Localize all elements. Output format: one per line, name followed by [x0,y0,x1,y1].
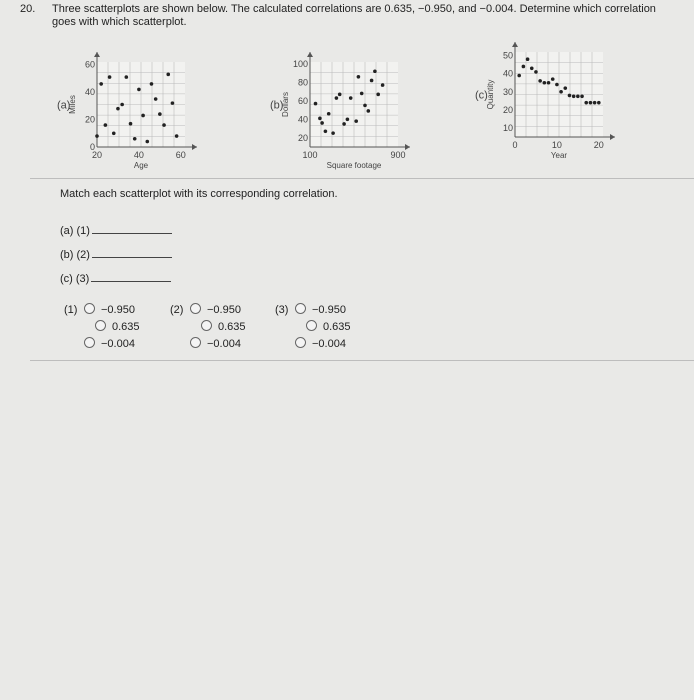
data-point [175,134,179,138]
x-axis-label: Age [133,161,149,170]
x-axis-arrow-icon [192,144,197,150]
data-point [331,131,335,135]
y-axis-arrow-icon [512,42,518,47]
y-tick-label: 40 [84,87,95,98]
question-text: Three scatterplots are shown below. The calculated correlations are 0.635, −0.950, and −0.004. Determine which correlation goes with which scatterplot. [52,3,656,28]
instruction: Match each scatterplot with its corresponding correlation. [60,188,338,200]
data-point [133,137,137,141]
y-tick-label: 20 [84,114,95,125]
data-point [367,109,371,113]
y-tick-label: 60 [297,95,308,106]
y-tick-label: 10 [502,122,513,133]
scatterplot-c [475,40,635,170]
radio-1-1[interactable] [95,320,106,331]
data-point [116,107,120,111]
data-point [534,70,538,74]
plot-label: (b) [270,99,284,112]
y-tick-label: 20 [502,104,513,115]
answer-a: (a) (1) [60,225,172,237]
x-tick-label: 900 [390,150,406,160]
data-point [354,119,358,123]
choice-group-3: (3) −0.950 0.635 −0.004 [275,304,351,350]
x-tick-label: 40 [133,150,144,160]
data-point [338,93,342,97]
data-point [551,77,555,81]
data-point [517,74,521,78]
y-tick-label: 40 [502,68,513,79]
data-point [125,75,129,79]
data-point [576,95,580,99]
data-point [150,82,154,86]
data-point [584,101,588,105]
y-tick-label: 60 [84,59,95,70]
data-point [314,102,318,106]
data-point [154,97,158,101]
data-point [559,90,563,94]
answer-c: (c) (3) [60,273,171,285]
data-point [530,66,534,70]
data-point [580,95,584,99]
data-point [597,101,601,105]
radio-3-2[interactable] [295,337,306,348]
x-tick-label: 20 [593,140,604,150]
y-axis-label: Miles [68,95,77,114]
x-tick-label: 0 [512,140,518,150]
answer-blank-b[interactable] [92,257,172,258]
data-point [342,122,346,126]
x-axis-label: Year [550,151,568,160]
data-point [158,112,162,116]
y-tick-label: 80 [297,77,308,88]
y-tick-label: 20 [297,132,308,143]
data-point [99,82,103,86]
y-axis-arrow-icon [94,52,100,57]
data-point [324,129,328,133]
radio-1-2[interactable] [84,337,95,348]
data-point [568,94,572,98]
scatterplot-a [55,50,235,180]
data-point [346,117,350,121]
data-point [112,131,116,135]
plot-label: (a) [57,99,71,112]
data-point [593,101,597,105]
radio-3-0[interactable] [295,303,306,314]
data-point [370,79,374,83]
y-axis-arrow-icon [307,52,313,57]
x-tick-label: 20 [91,150,103,160]
data-point [555,83,559,87]
divider [30,360,694,361]
data-point [327,112,331,116]
data-point [318,117,322,121]
data-point [363,104,367,108]
data-point [129,122,133,126]
data-point [349,96,353,100]
y-tick-label: 0 [89,142,95,152]
data-point [145,140,149,144]
radio-2-2[interactable] [190,337,201,348]
data-point [572,95,576,99]
question-number: 20. [20,3,36,15]
data-point [166,73,170,77]
answer-b: (b) (2) [60,249,172,261]
choice-group-1: (1) −0.950 0.635 −0.004 [64,304,140,350]
radio-3-1[interactable] [306,320,317,331]
data-point [162,123,166,127]
radio-2-0[interactable] [190,303,201,314]
data-point [141,114,145,118]
y-tick-label: 30 [502,86,513,97]
data-point [104,123,108,127]
x-axis-label: Square footage [326,161,382,170]
x-tick-label: 60 [175,150,186,160]
radio-1-0[interactable] [84,303,95,314]
data-point [108,75,112,79]
data-point [335,96,339,100]
y-axis-label: Quantity [486,79,495,110]
data-point [547,81,551,85]
plot-label: (c) [475,89,488,102]
data-point [376,93,380,97]
divider [30,178,694,179]
x-tick-label: 10 [551,140,562,150]
answer-blank-c[interactable] [91,281,171,282]
y-tick-label: 100 [292,58,308,69]
data-point [357,75,361,79]
y-tick-label: 40 [297,114,308,125]
choice-group-2: (2) −0.950 0.635 −0.004 [170,304,246,350]
x-axis-arrow-icon [610,134,615,140]
data-point [589,101,593,105]
y-axis-label: Dollars [281,92,290,117]
x-tick-label: 100 [302,150,318,160]
data-point [526,57,530,61]
data-point [563,86,567,90]
data-point [171,101,175,105]
data-point [381,83,385,87]
data-point [373,69,377,73]
x-axis-arrow-icon [405,144,410,150]
data-point [95,134,99,138]
radio-2-1[interactable] [201,320,212,331]
scatterplot-b [270,50,440,180]
data-point [360,92,364,96]
y-tick-label: 50 [502,50,513,61]
data-point [522,65,526,69]
question [20,3,660,29]
answer-blank-a[interactable] [92,233,172,234]
data-point [538,79,542,83]
data-point [320,121,324,125]
data-point [120,103,124,107]
data-point [543,81,547,85]
data-point [137,88,141,92]
